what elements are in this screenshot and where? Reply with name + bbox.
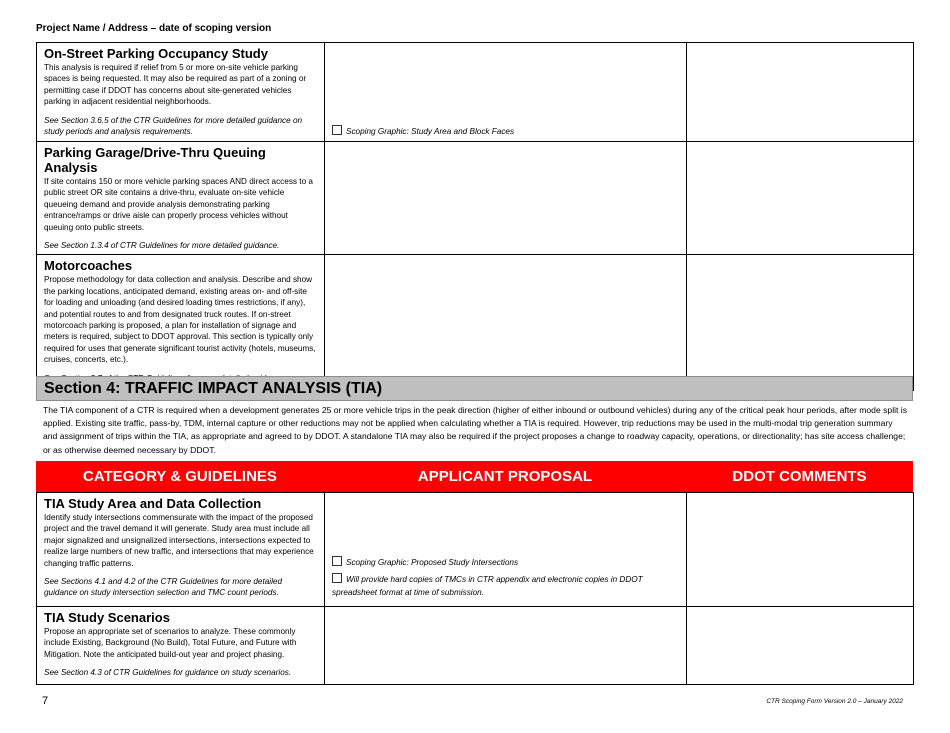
category-cell bbox=[37, 142, 325, 255]
checklist bbox=[332, 556, 679, 599]
form-version: CTR Scoping Form Version 2.0 – January 2022 bbox=[766, 698, 903, 705]
checklist-item bbox=[332, 556, 679, 569]
proposal-cell[interactable] bbox=[325, 255, 687, 391]
row-reference: See Section 4.3 of CTR Guidelines for guidance on study scenarios. bbox=[44, 668, 292, 678]
checkbox[interactable] bbox=[332, 573, 342, 583]
comments-cell[interactable] bbox=[687, 607, 914, 685]
project-header: Project Name / Address – date of scoping version bbox=[36, 23, 272, 34]
page-number: 7 bbox=[42, 695, 49, 707]
proposal-cell[interactable] bbox=[325, 142, 687, 255]
checklist-item bbox=[332, 125, 514, 138]
table-row bbox=[37, 142, 914, 255]
top-table bbox=[36, 42, 914, 391]
checklist-item bbox=[332, 573, 679, 599]
proposal-cell[interactable] bbox=[325, 607, 687, 685]
checklist-label: Scoping Graphic: Proposed Study Intersections bbox=[346, 558, 519, 567]
section-4-heading: Section 4: TRAFFIC IMPACT ANALYSIS (TIA) bbox=[36, 376, 913, 401]
row-description: Propose an appropriate set of scenarios to analyze. These commonly include Existing, Background (No Build), Total Future, and Future with Mitigation. Note the anticipated build-out year and project phasing. bbox=[44, 627, 297, 659]
row-description: Identify study intersections commensurate with the impact of the proposed project and the travel demand it will generate. Study area must include all major signalized and unsignalized intersections, intersections expected to realize large numbers of new traffic, and intersections that may experience changing traffic patterns. bbox=[44, 513, 314, 568]
row-reference: See Section 1.3.4 of CTR Guidelines for more detailed guidance. bbox=[44, 241, 280, 251]
row-title: TIA Study Area and Data Collection bbox=[44, 496, 262, 511]
row-description: If site contains 150 or more vehicle parking spaces AND direct access to a public street OR site contains a drive-thru, evaluate on-site vehicle queueing demand and provide analysis demonstrating parking entrance/ramps or drive aisle can properly process vehicles without queuing onto public streets. bbox=[44, 177, 313, 232]
checkbox[interactable] bbox=[332, 556, 342, 566]
category-cell bbox=[37, 43, 325, 142]
row-title: Parking Garage/Drive-Thru Queuing Analysis bbox=[44, 145, 266, 175]
table-row bbox=[37, 607, 914, 685]
proposal-header: APPLICANT PROPOSAL bbox=[417, 468, 593, 485]
row-description: This analysis is required if relief from 5 or more on-site vehicle parking spaces is being requested. It may also be required as part of a zoning or permitting case if DDOT has concerns about site-generated vehicles parking in adjacent residential neighborhoods. bbox=[44, 63, 307, 107]
row-title: Motorcoaches bbox=[44, 258, 133, 274]
category-cell bbox=[37, 493, 325, 607]
checklist-label: Scoping Graphic: Study Area and Block Faces bbox=[346, 127, 515, 136]
checklist-label: Will provide hard copies of TMCs in CTR appendix and electronic copies in DDOT spreadsheet format at time of submission. bbox=[332, 575, 643, 597]
row-description: Propose methodology for data collection and analysis. Describe and show the parking locations, anticipated demand, existing areas on- and off-site for loading and unloading (and desired loading times restrictions, if any), and potential routes to and from designated truck routes. If on-street motorcoach parking is proposed, a plan for installation of signage and meters is required, subject to DDOT approval. This section is typically only required for uses that generate significant tourist activity (hotels, museums, cruises, concerts, etc.). bbox=[44, 275, 316, 365]
comments-cell[interactable] bbox=[687, 255, 914, 391]
row-title: On-Street Parking Occupancy Study bbox=[44, 46, 268, 61]
category-cell bbox=[37, 255, 325, 391]
row-title: TIA Study Scenarios bbox=[44, 610, 170, 625]
table-row bbox=[37, 255, 914, 391]
comments-cell[interactable] bbox=[687, 142, 914, 255]
column-header-bar bbox=[36, 461, 913, 492]
proposal-cell[interactable] bbox=[325, 493, 687, 607]
comments-header: DDOT COMMENTS bbox=[732, 468, 867, 485]
comments-cell[interactable] bbox=[687, 493, 914, 607]
table-row bbox=[37, 43, 914, 142]
proposal-cell[interactable] bbox=[325, 43, 687, 142]
section-4-intro: The TIA component of a CTR is required when a development generates 25 or more vehicle trips in the peak direction (higher of either inbound or outbound vehicles) during any of the critical peak hour periods, after mode split is applied. Existing site traffic, pass-by, TDM, internal capture or other reductions may not be applied when calculating whether a TIA is required. However, trip reductions may be used in the multi-modal trip generation summary and assignment of trips within the TIA, as appropriate and agreed to by DDOT. A standalone TIA may also be required if the project proposes a change to roadway capacity, operations, or directionality; has site access challenge; or as otherwise deemed necessary by DDOT. bbox=[43, 405, 907, 455]
bottom-table bbox=[36, 492, 914, 685]
row-reference: See Section 3.6.5 of the CTR Guidelines for more detailed guidance on study periods and analysis requirements. bbox=[44, 115, 303, 137]
row-reference: See Sections 4.1 and 4.2 of the CTR Guidelines for more detailed guidance on study intersection selection and TMC count periods. bbox=[44, 577, 283, 598]
comments-cell[interactable] bbox=[687, 43, 914, 142]
category-header: CATEGORY & GUIDELINES bbox=[83, 468, 277, 485]
category-cell bbox=[37, 607, 325, 685]
checkbox[interactable] bbox=[332, 125, 342, 135]
table-row bbox=[37, 493, 914, 607]
